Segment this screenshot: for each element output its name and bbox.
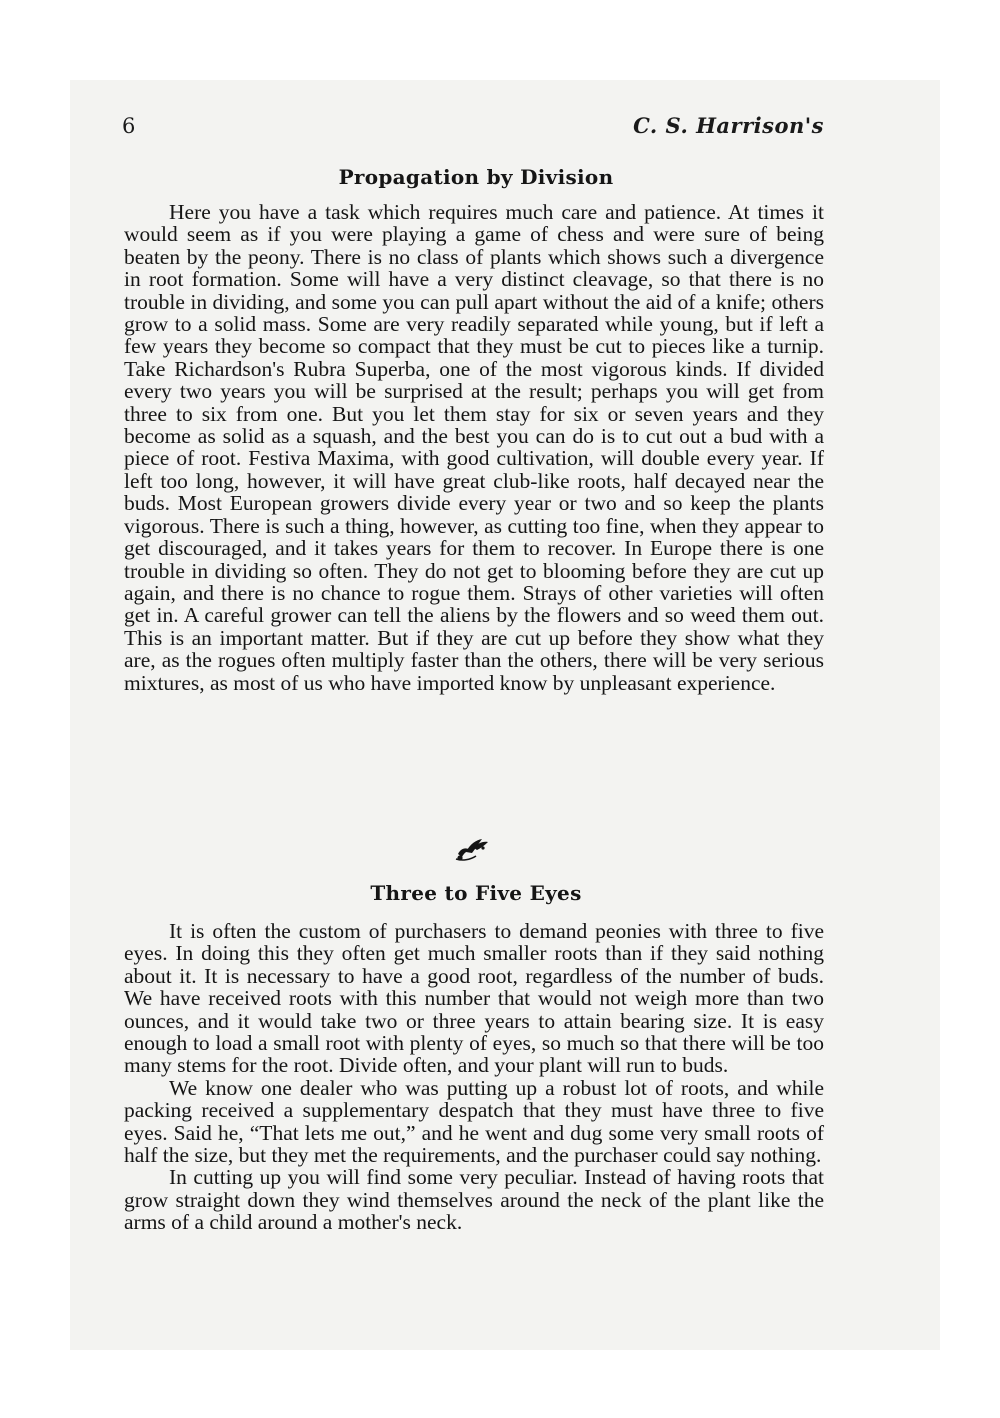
- fleuron-ornament-icon: [452, 834, 492, 862]
- paragraph: It is often the custom of purchasers to demand peonies with three to five eyes. In doing this they often get much smaller roots than if they said nothing about it. It is necessary to have a good root, regardless of the number of buds. We have received roots with this number that would not weigh more than two ounces, and it would take two or three years to attain bearing size. It is easy enough to load a small root with plenty of eyes, so much so that there will be too many stems for the root. Divide often, and your plant will run to buds.: [124, 919, 824, 1078]
- running-head: C. S. Harrison's: [633, 113, 824, 138]
- section-heading-three-to-five-eyes: Three to Five Eyes: [370, 881, 582, 905]
- paragraph: We know one dealer who was putting up a robust lot of roots, and while packing received a supplementary despatch that they must have three to five eyes. Said he, “That lets me out,” and he went and dug some very small roots of half the size, but they met the requirements, and the purchaser could say nothing.: [124, 1075, 824, 1168]
- paragraph: Here you have a task which requires much care and patience. At times it would seem as if you were playing a game of chess and were sure of being beaten by the peony. There is no class of plants which shows such a divergence in root formation. Some will have a very distinct cleavage, so that there is no trouble in dividing, and some you can pull apart without the aid of a knife; others grow to a solid mass. Some are very readily separated while young, but if left a few years they become so compact that they must be cut to pieces like a turnip. Take Richardson's Rubra Superba, one of the most vigorous kinds. If divided every two years you will be surprised at the result; perhaps you will get from three to six from one. But you let them stay for six or seven years and they become as solid as a squash, and the best you can do is to cut out a bud with a piece of root. Festiva Maxima, with good cultivation, will double every year. If left too long, however, it will have great club-like roots, half decayed near the buds. Most European growers divide every year or two and so keep the plants vigorous. There is such a thing, however, as cutting too fine, when they appear to get discouraged, and it takes years for them to recover. In Europe there is one trouble in dividing so often. They do not get to blooming before they are cut up again, and there is no chance to rogue them. Strays of other varieties will often get in. A careful grower can tell the aliens by the flowers and so weed them out. This is an important matter. But if they are cut up before they show what they are, as the rogues often multiply faster than the others, there will be very serious mixtures, as most of us who have imported know by unpleasant experience.: [124, 200, 824, 695]
- page-number: 6: [122, 114, 136, 138]
- paragraph: In cutting up you will find some very peculiar. Instead of having roots that grow straight down they wind themselves around the neck of the plant like the arms of a child around a mother's neck.: [124, 1165, 824, 1235]
- section-body-propagation: [124, 201, 824, 694]
- section-heading-propagation: Propagation by Division: [338, 165, 614, 189]
- section-body-three-to-five-eyes: [124, 920, 824, 1234]
